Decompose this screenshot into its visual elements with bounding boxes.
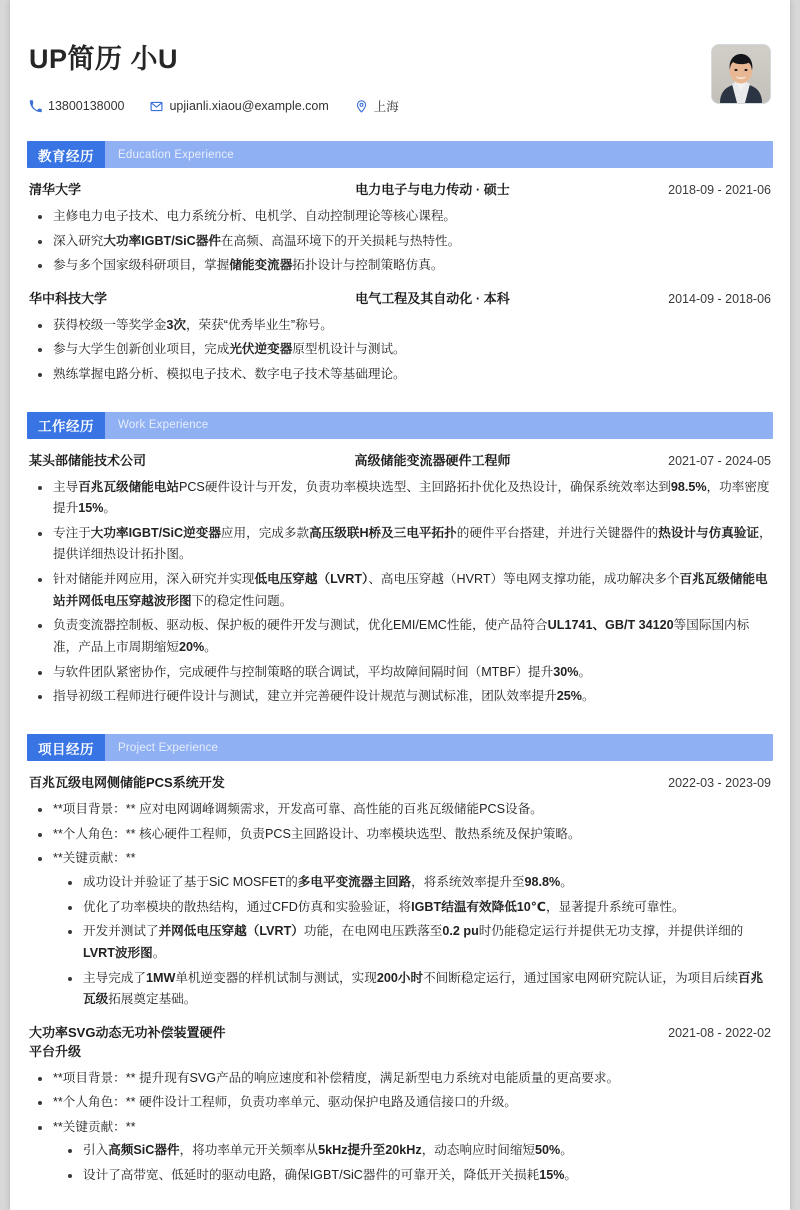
bullet-item [27, 1092, 773, 1114]
highlight-text: 大功率IGBT/SiC器件 [103, 233, 221, 248]
body-text: 时仍能稳定运行并提供无功支撑，并提供详细的 [478, 924, 744, 939]
body-text: 主修电力电子技术、电力系统分析、电机学、自动控制理论等核心课程。 [53, 208, 456, 223]
body-text: 与软件团队紧密协作，完成硬件与控制策略的联合调试，平均故障间隔时间（MTBF）提升 [53, 664, 554, 679]
bullet-item [27, 686, 773, 708]
section-subtitle: Project Experience [118, 741, 219, 754]
entry-role: 电力电子与电力传动 · 硕士 [355, 182, 510, 198]
entry-date-range: 2014-09 - 2018-06 [668, 291, 771, 306]
body-text: 单机逆变器的样机试制与测试，实现 [175, 970, 377, 985]
experience-entry [27, 181, 773, 277]
body-text: 下的稳定性问题。 [191, 593, 293, 608]
entry-header-row [27, 452, 773, 471]
sub-bullet-item [53, 1165, 773, 1187]
entry-header-row [27, 290, 773, 309]
entry-header-row [27, 774, 773, 793]
phone-icon [29, 100, 42, 113]
body-text: 不间断稳定运行，通过国家电网研究院认证，为项目后续 [423, 970, 738, 985]
highlight-text: 15% [539, 1168, 565, 1183]
contact-list [29, 97, 711, 115]
bullet-item [27, 662, 773, 684]
sub-bullet-item [53, 1140, 773, 1162]
section-tag: 项目经历 [27, 734, 105, 761]
highlight-text: 0.2 pu [442, 924, 479, 939]
body-text: **项目背景：** 提升现有SVG产品的响应速度和补偿精度，满足新型电力系统对电能质量的更高要求。 [53, 1070, 620, 1085]
body-text: 原型机设计与测试。 [292, 342, 406, 357]
body-text: **关键贡献：** [53, 851, 136, 866]
highlight-text: 百兆瓦级储能电站 [78, 479, 179, 494]
body-text: 熟练掌握电路分析、模拟电子技术、数字电子技术等基础理论。 [53, 367, 406, 382]
location-pin-icon [355, 100, 368, 113]
section-work [27, 412, 773, 708]
highlight-text: 15% [78, 501, 104, 516]
body-text: 应用，完成多款 [220, 525, 310, 540]
entry-organization: 华中科技大学 [29, 290, 108, 306]
highlight-text: 光伏逆变器 [229, 342, 293, 357]
experience-entry [27, 774, 773, 1011]
contact-location [355, 97, 399, 115]
sub-bullet-item [53, 897, 773, 919]
body-text: 。 [103, 501, 116, 516]
section-subtitle: Work Experience [118, 419, 209, 432]
sections-container [27, 141, 773, 1187]
body-text: 专注于 [53, 525, 91, 540]
body-text: 获得校级一等奖学金 [53, 317, 167, 332]
sub-bullet-item [53, 872, 773, 894]
body-text: ，提供详细热设计拓扑图。 [53, 525, 772, 562]
section-body-project [27, 774, 773, 1187]
resume-page [10, 0, 790, 1210]
body-text: ，显著提升系统可靠性。 [546, 899, 685, 914]
bullet-item [27, 1117, 773, 1187]
body-text: **个人角色：** 核心硬件工程师，负责PCS主回路设计、功率模块选型、散热系统及保护策略。 [53, 826, 581, 841]
body-text: **项目背景：** 应对电网调峰调频需求，开发高可靠、高性能的百兆瓦级储能PCS设备。 [53, 801, 543, 816]
highlight-text: 并网低电压穿越（LVRT） [158, 924, 304, 939]
bullet-item [27, 799, 773, 821]
highlight-text: UL1741、GB/T 34120 [547, 618, 674, 633]
highlight-text: 98.5% [670, 479, 707, 494]
body-text: 参与多个国家级科研项目，掌握 [53, 258, 230, 273]
bullet-item [27, 824, 773, 846]
bullet-item [27, 1068, 773, 1090]
body-text: 拓扑设计与控制策略仿真。 [292, 258, 444, 273]
highlight-text: 1MW [145, 970, 176, 985]
entry-organization: 清华大学 [29, 182, 82, 198]
body-text: ，将系统效率提升至 [411, 874, 525, 889]
body-text: ，荣获“优秀毕业生”称号。 [185, 317, 333, 332]
body-text: 等国际国内标准，产品上市周期缩短 [53, 618, 750, 655]
body-text: 成功设计并验证了基于SiC MOSFET的 [83, 874, 298, 889]
entry-role: 电气工程及其自动化 · 本科 [355, 290, 510, 306]
section-tag: 工作经历 [27, 412, 105, 439]
highlight-text: 25% [556, 689, 582, 704]
highlight-text: 30% [553, 664, 579, 679]
body-text: 主导 [53, 479, 79, 494]
entry-organization: 百兆瓦级电网侧储能PCS系统开发 [29, 775, 225, 791]
body-text: 。 [581, 689, 595, 704]
bullet-item [27, 569, 773, 612]
body-text: 功能，在电网电压跌落至 [303, 924, 443, 939]
body-text: 开发并测试了 [83, 924, 159, 939]
entry-date-range: 2022-03 - 2023-09 [668, 776, 771, 791]
bullet-list [27, 477, 773, 709]
entry-organization: 某头部储能技术公司 [29, 452, 147, 468]
highlight-text: 50% [535, 1143, 561, 1158]
highlight-text: 高压级联H桥及三电平拓扑 [309, 525, 457, 540]
section-header [27, 412, 773, 439]
body-text: 主导完成了 [83, 970, 146, 985]
body-text: 的硬件平台搭建，并进行关键器件的 [456, 525, 659, 540]
header-left [27, 44, 711, 115]
body-text: **个人角色：** 硬件设计工程师，负责功率单元、驱动保护电路及通信接口的升级。 [53, 1095, 517, 1110]
body-text: PCS硬件设计与开发，负责功率模块选型、主回路拓扑优化及热设计，确保系统效率达到 [178, 479, 671, 494]
entry-organization: 大功率SVG动态无功补偿装置硬件平台升级 [29, 1024, 226, 1059]
body-text: 深入研究 [53, 233, 104, 248]
entry-header-row [27, 181, 773, 200]
highlight-text: LVRT波形图 [83, 945, 153, 960]
bullet-list [27, 799, 773, 1011]
body-text: 、高电压穿越（HVRT）等电网支撑功能，成功解决多个 [368, 572, 680, 587]
entry-date-range: 2021-07 - 2024-05 [668, 453, 771, 468]
entry-date-range: 2018-09 - 2021-06 [668, 183, 771, 198]
experience-entry [27, 452, 773, 708]
contact-location-text: 上海 [373, 100, 399, 115]
sub-bullet-item [53, 968, 773, 1011]
body-text: 引入 [83, 1143, 109, 1158]
bullet-item [27, 615, 773, 658]
body-text: ，功率密度提升 [53, 479, 770, 516]
section-body-education [27, 181, 773, 386]
bullet-item [27, 255, 773, 277]
contact-phone [29, 99, 124, 113]
highlight-text: 3次 [166, 317, 186, 332]
entry-header-row [27, 1024, 773, 1062]
contact-phone-text: 13800138000 [48, 99, 125, 114]
sub-bullet-item [53, 921, 773, 964]
bullet-item [27, 231, 773, 253]
entry-role: 高级储能变流器硬件工程师 [354, 452, 511, 468]
page-title: UP简历 小U [29, 44, 179, 74]
highlight-text: 热设计与仿真验证 [658, 525, 759, 540]
body-text: 优化了功率模块的散热结构，通过CFD仿真和实验验证，将 [83, 899, 412, 914]
body-text: 参与大学生创新创业项目，完成 [53, 342, 230, 357]
bullet-item [27, 339, 773, 361]
highlight-text: 5kHz提升至20kHz [318, 1143, 422, 1158]
section-education [27, 141, 773, 386]
body-text: 。 [152, 945, 166, 960]
section-tag: 教育经历 [27, 141, 105, 168]
sub-bullet-list [53, 1140, 773, 1186]
body-text: 。 [204, 640, 217, 655]
bullet-list [27, 1068, 773, 1187]
contact-email-text: upjianli.xiaou@example.com [169, 99, 329, 114]
experience-entry [27, 290, 773, 386]
highlight-text: 20% [178, 640, 205, 655]
bullet-list [27, 206, 773, 277]
body-text: 针对储能并网应用，深入研究并实现 [53, 572, 255, 587]
avatar [711, 44, 771, 104]
highlight-text: 200小时 [376, 970, 424, 985]
body-text: 。 [564, 1168, 577, 1183]
section-subtitle: Education Experience [118, 148, 234, 161]
envelope-icon [150, 100, 163, 113]
highlight-text: 98.8% [524, 874, 561, 889]
contact-email [150, 99, 328, 113]
body-text: 拓展奠定基础。 [108, 992, 197, 1007]
highlight-text: 百兆瓦级 [83, 970, 764, 1007]
bullet-item [27, 523, 773, 566]
body-text: 负责变流器控制板、驱动板、保护板的硬件开发与测试，优化EMI/EMC性能，使产品符合 [53, 618, 548, 633]
highlight-text: 大功率IGBT/SiC逆变器 [90, 525, 221, 540]
sub-bullet-list [53, 872, 773, 1011]
bullet-item [27, 477, 773, 520]
body-text: ，动态响应时间缩短 [421, 1143, 536, 1158]
highlight-text: 低电压穿越（LVRT） [254, 572, 369, 587]
entry-date-range: 2021-08 - 2022-02 [668, 1025, 771, 1040]
bullet-list [27, 315, 773, 386]
section-header [27, 141, 773, 168]
highlight-text: 百兆瓦级储能电站并网低电压穿越波形图 [53, 572, 768, 608]
experience-entry [27, 1024, 773, 1187]
highlight-text: 储能变流器 [229, 258, 293, 273]
body-text: 。 [578, 664, 592, 679]
bullet-item [27, 315, 773, 337]
section-body-work [27, 452, 773, 708]
body-text: 指导初级工程师进行硬件设计与测试，建立并完善硬件设计规范与测试标准，团队效率提升 [53, 689, 557, 704]
body-text: 。 [560, 874, 573, 889]
body-text: **关键贡献：** [53, 1119, 136, 1134]
body-text: ，将功率单元开关频率从 [179, 1143, 319, 1158]
bullet-item [27, 848, 773, 1011]
bullet-item [27, 364, 773, 386]
highlight-text: 多电平变流器主回路 [297, 874, 412, 889]
resume-header [27, 0, 773, 115]
highlight-text: 高频SiC器件 [108, 1143, 180, 1158]
body-text: 。 [560, 1143, 573, 1158]
highlight-text: IGBT结温有效降低10℃ [411, 899, 547, 914]
section-project [27, 734, 773, 1187]
section-header [27, 734, 773, 761]
bullet-item [27, 206, 773, 228]
body-text: 在高频、高温环境下的开关损耗与热特性。 [220, 233, 461, 248]
body-text: 设计了高带宽、低延时的驱动电路，确保IGBT/SiC器件的可靠开关，降低开关损耗 [83, 1168, 540, 1183]
